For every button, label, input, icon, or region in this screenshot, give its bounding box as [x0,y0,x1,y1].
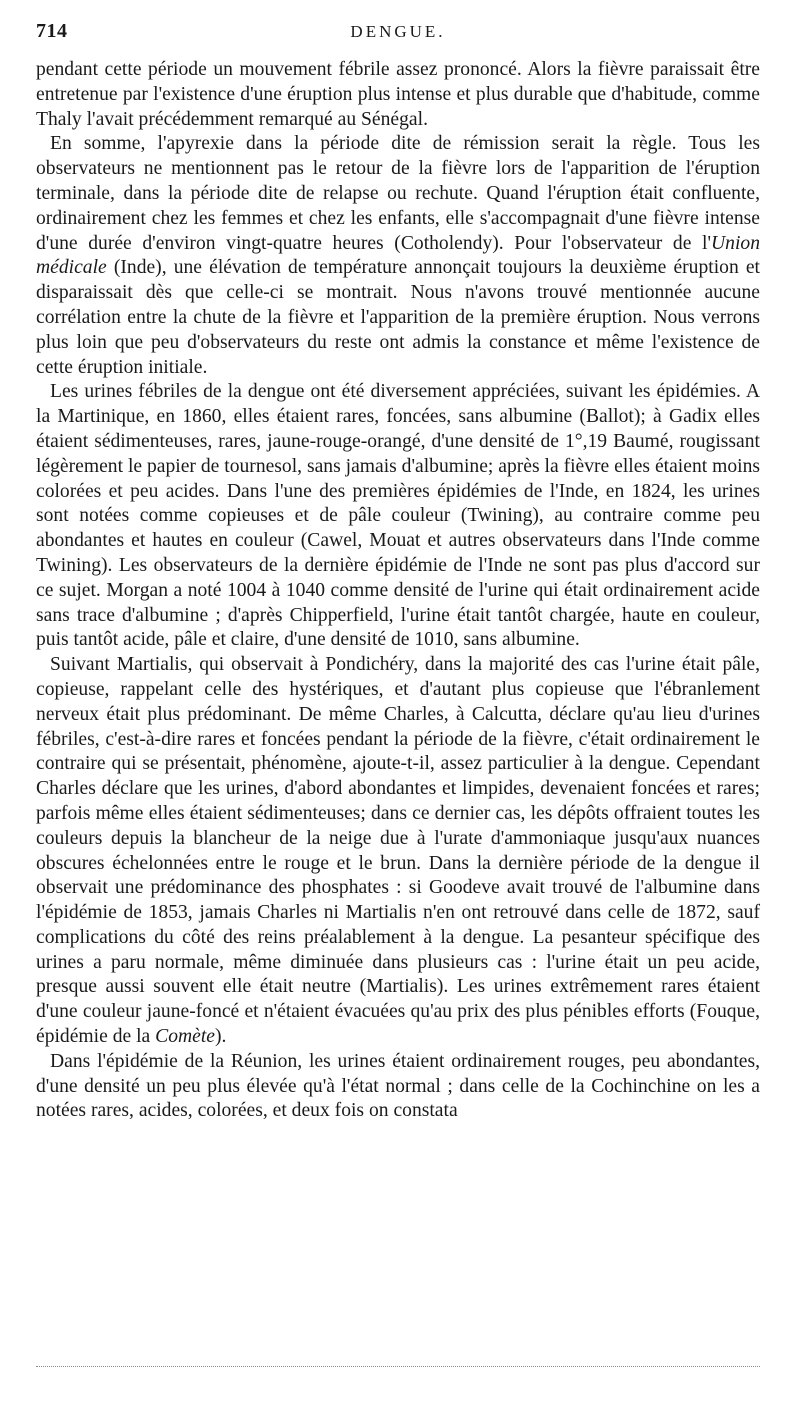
page-header [36,20,760,48]
paragraph-text: Suivant Martialis, qui observait à Pondichéry, dans la majorité des cas l'urine était pâle, copieuse, rappelant celle des hystériques, et d'autant plus copieuse que l'ébranlement nerveux était plus prédominant. De même Charles, à Calcutta, déclare qu'au lieu d'urines fébriles, c'est-à-dire rares et foncées pendant la période de la fièvre, c'était ordinairement le contraire qui se présentait, phénomène, ajoute-t-il, assez particulier à la dengue. Cependant Charles déclare que les urines, d'abord abondantes et limpides, devenaient foncées et rares; parfois même elles étaient sédimenteuses; dans ce dernier cas, les dépôts offraient toutes les couleurs depuis la blancheur de la neige due à l'urate d'ammoniaque jusqu'aux nuances obscures échelonnées entre le rouge et le brun. Dans la dernière période de la dengue il observait une prédominance des phosphates : si Goodeve avait trouvé de l'albumine dans l'épidémie de 1853, jamais Charles ni Martialis n'en ont retrouvé dans celle de 1872, sauf complications du côté des reins préalablement à la dengue. La pesanteur spécifique des urines a paru normale, même diminuée dans plusieurs cas : l'urine était un peu acide, presque aussi souvent elle était neutre (Martialis). Les urines extrêmement rares étaient d'une couleur jaune-foncé et n'étaient évacuées qu'au prix des plus pénibles efforts (Fouque, épidémie de la [36,654,760,1048]
paragraph-text: Les urines fébriles de la dengue ont été diversement appréciées, suivant les épidémies. A la Martinique, en 1860, elles étaient rares, foncées, sans albumine (Ballot); à Gadix elles étaient sédimenteuses, rares, jaune-rouge-orangé, d'une densité de 1°,19 Baumé, rougissant légèrement le papier de tournesol, sans jamais d'albumine; après la fièvre elles étaient moins colorées et peu acides. Dans l'une des premières épidémies de l'Inde, en 1824, les urines sont notées comme copieuses et de pâle couleur (Twining), au contraire comme peu abondantes et hautes en couleur (Cawel, Mouat et autres observateurs dans l'Inde comme Twining). Les observateurs de la dernière épidémie de l'Inde ne sont pas plus d'accord sur ce sujet. Morgan a noté 1004 à 1040 comme densité de l'urine qui était ordinairement acide sans trace d'albumine ; d'après Chipperfield, l'urine était tantôt chargée, haute en couleur, puis tantôt acide, pâle et claire, d'une densité de 1010, sans albumine. [36,381,760,651]
paragraph-text: (Inde), une élévation de température annonçait toujours la deuxième éruption et disparaissait dès que celle-ci se montrait. Nous n'avons trouvé mentionnée aucune corrélation entre la chute de la fièvre et l'apparition de la première éruption. Nous verrons plus loin que peu d'observateurs du reste ont admis la constance et même l'existence de cette éruption initiale. [36,257,760,378]
footer-dotted-rule [36,1366,760,1367]
body-text [36,58,760,1124]
paragraph-martialis [36,653,760,1050]
running-title: DENGUE. [350,22,446,41]
journal-title-italic: Union médicale [36,232,760,279]
paragraph-continuation [36,58,760,132]
ship-name-italic: Comète [155,1026,216,1048]
paragraph-urines-febriles [36,380,760,653]
paragraph-text: Dans l'épidémie de la Réunion, les urines étaient ordinairement rouges, peu abondantes, d'une densité un peu plus élevée qu'à l'état normal ; dans celle de la Cochinchine on les a notées rares, acides, colorées, et deux fois on constata [36,1050,760,1122]
paragraph-apyrexie [36,132,760,380]
paragraph-text: ). [215,1026,227,1048]
paragraph-text: pendant cette période un mouvement fébrile assez prononcé. Alors la fièvre paraissait être entretenue par l'existence d'une éruption plus intense et plus durable que d'habitude, comme Thaly l'avait précédemment remarqué au Sénégal. [36,59,760,130]
paragraph-reunion [36,1050,760,1124]
page-number: 714 [36,20,68,42]
paragraph-text: En somme, l'apyrexie dans la période dite de rémission serait la règle. Tous les observateurs ne mentionnent pas le retour de la fièvre lors de l'apparition de l'éruption terminale, dans la période dite de relapse ou rechute. Quand l'éruption était confluente, ordinairement chez les femmes et chez les enfants, elle s'accompagnait d'une fièvre intense d'une durée d'environ vingt-quatre heures (Cotholendy). Pour l'observateur de l' [36,133,760,254]
